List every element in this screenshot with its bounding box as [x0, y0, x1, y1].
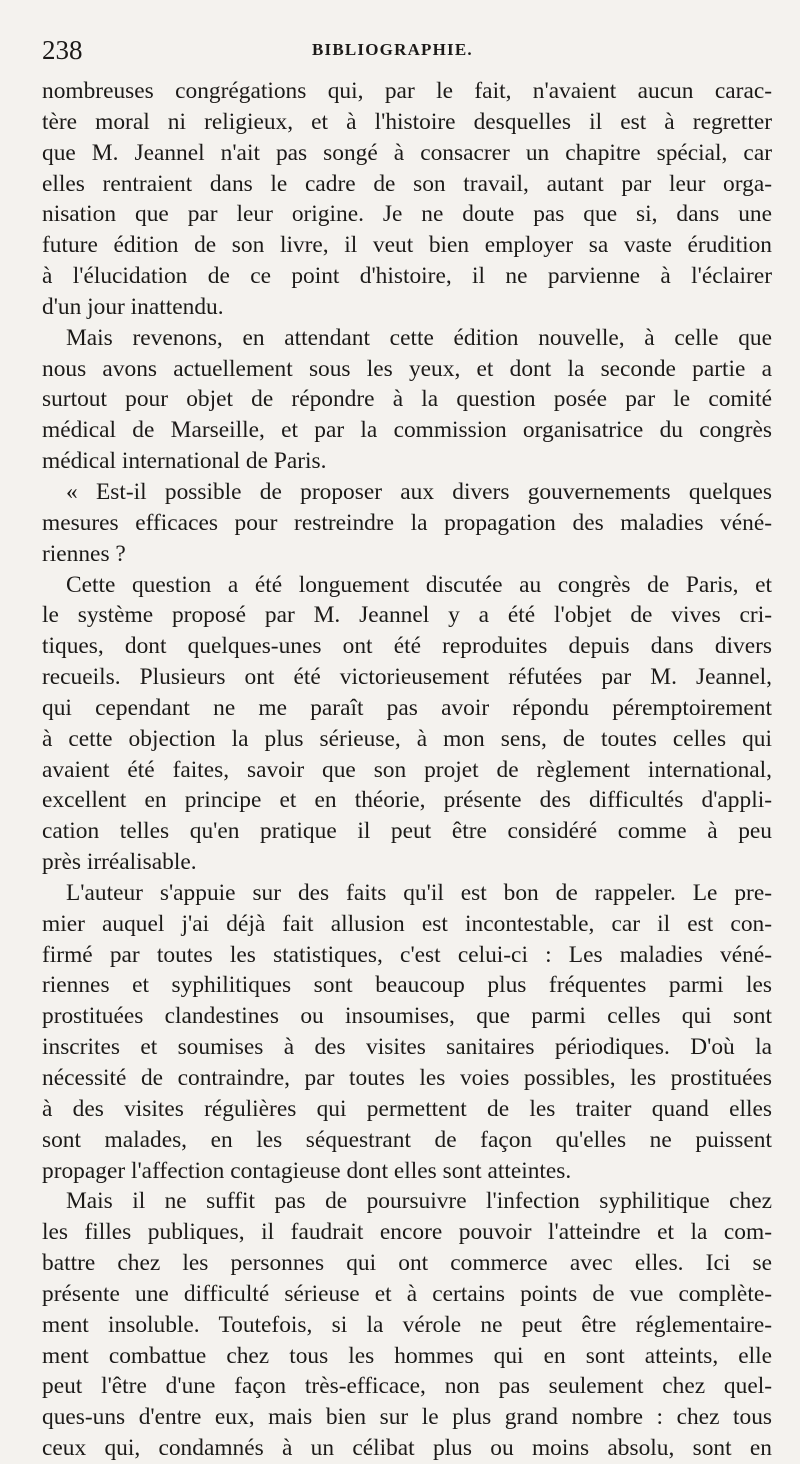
text-line: que M. Jeannel n'ait pas songé à consacrer un chapitre spécial, car [42, 139, 772, 166]
text-line: avaient été faites, savoir que son projet de règlement international, [42, 756, 772, 783]
text-line: à l'élucidation de ce point d'histoire, il ne parvienne à l'éclairer [42, 263, 772, 290]
running-title: BIBLIOGRAPHIE. [312, 40, 473, 59]
text-line: qui cependant ne me paraît pas avoir répondu péremptoirement [42, 694, 772, 721]
text-line: d'un jour inattendu. [42, 293, 224, 320]
text-line: nécessité de contraindre, par toutes les voies possibles, les prostituées [42, 1065, 772, 1091]
text-line: cation telles qu'en pratique il peut être considéré comme à peu [42, 818, 772, 845]
text-line: Mais revenons, en attendant cette édition nouvelle, à celle que [66, 324, 772, 351]
text-line: Cette question a été longuement discutée au congrès de Paris, et [66, 571, 772, 598]
text-line: médical international de Paris. [42, 448, 327, 475]
text-line: peut l'être d'une façon très-efficace, non pas seulement chez quel- [42, 1373, 772, 1400]
text-line: prostituées clandestines ou insoumises, que parmi celles qui sont [42, 1003, 772, 1030]
text-line: ment insoluble. Toutefois, si la vérole ne peut être réglementaire- [42, 1311, 772, 1338]
page-header [42, 30, 768, 70]
text-line: près irréalisable. [42, 849, 197, 876]
text-line: à des visites régulières qui permettent de les traiter quand elles [42, 1095, 772, 1122]
text-line: sont malades, en les séquestrant de façon qu'elles ne puissent [42, 1126, 772, 1153]
text-line: riennes ? [42, 540, 126, 567]
text-line: battre chez les personnes qui ont commerce avec elles. Ici se [42, 1250, 772, 1277]
text-line: propager l'affection contagieuse dont elles sont atteintes. [42, 1157, 572, 1184]
text-line: nous avons actuellement sous les yeux, et dont la seconde partie a [42, 355, 772, 382]
text-line: les filles publiques, il faudrait encore pouvoir l'atteindre et la com- [42, 1219, 772, 1246]
text-line: mesures efficaces pour restreindre la propagation des maladies véné- [42, 509, 772, 536]
text-line: surtout pour objet de répondre à la question posée par le comité [42, 386, 772, 413]
text-line: Mais il ne suffit pas de poursuivre l'infection syphilitique chez [66, 1188, 772, 1215]
text-line: nombreuses congrégations qui, par le fait, n'avaient aucun carac- [42, 78, 772, 104]
text-line: future édition de son livre, il veut bien employer sa vaste érudition [42, 232, 772, 259]
text-line: excellent en principe et en théorie, présente des difficultés d'appli- [42, 787, 772, 814]
text-line: L'auteur s'appuie sur des faits qu'il est bon de rappeler. Le pre- [66, 879, 772, 906]
text-line: inscrites et soumises à des visites sanitaires périodiques. D'où la [42, 1034, 772, 1061]
text-line: le système proposé par M. Jeannel y a été l'objet de vives cri- [42, 602, 772, 629]
text-line: nisation que par leur origine. Je ne doute pas que si, dans une [42, 201, 772, 228]
body-text [42, 76, 772, 1464]
text-line: à cette objection la plus sérieuse, à mon sens, de toutes celles qui [42, 725, 772, 752]
text-line: riennes et syphilitiques sont beaucoup plus fréquentes parmi les [42, 972, 772, 999]
text-line: médical de Marseille, et par la commission organisatrice du congrès [42, 417, 772, 444]
text-line: présente une difficulté sérieuse et à certains points de vue complète- [42, 1280, 772, 1307]
text-line: ceux qui, condamnés à un célibat plus ou moins absolu, sont en [42, 1435, 772, 1462]
text-line: mier auquel j'ai déjà fait allusion est incontestable, car il est con- [42, 910, 772, 937]
text-line: firmé par toutes les statistiques, c'est celui-ci : Les maladies véné- [42, 941, 772, 968]
text-line: ment combattue chez tous les hommes qui en sont atteints, elle [42, 1342, 772, 1369]
text-line: elles rentraient dans le cadre de son travail, autant par leur orga- [42, 170, 772, 197]
page-number: 238 [42, 35, 83, 65]
text-line: tiques, dont quelques-unes ont été reproduites depuis dans divers [42, 633, 772, 660]
text-line: recueils. Plusieurs ont été victorieusement réfutées par M. Jeannel, [42, 664, 772, 691]
text-line: ques-uns d'entre eux, mais bien sur le plus grand nombre : chez tous [42, 1404, 772, 1431]
text-line: tère moral ni religieux, et à l'histoire desquelles il est à regretter [42, 108, 772, 135]
text-line: « Est-il possible de proposer aux divers gouvernements quelques [66, 478, 772, 505]
